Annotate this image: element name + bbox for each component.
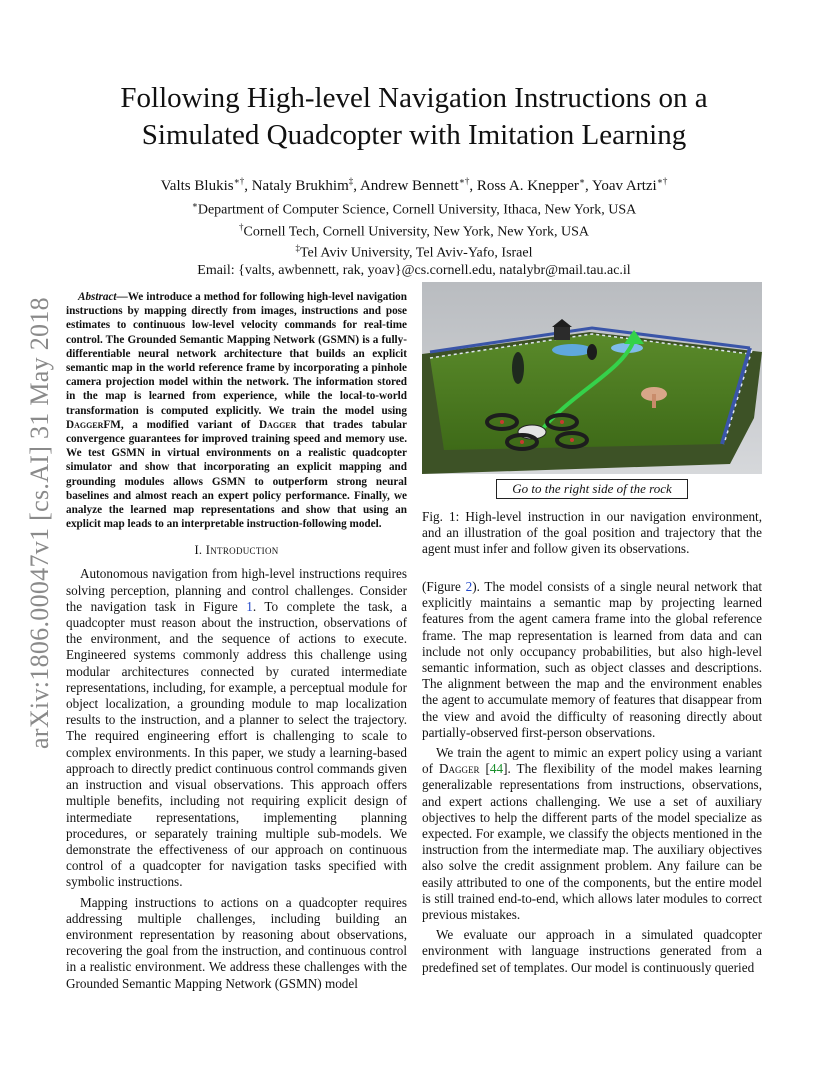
abstract-text: that trades tabular convergence guarantees for improved training speed and memory use. We test GSMN in virtual environments on a realistic quadcopter simulator and show that incorporating an explicit mapping and grounding modules allows GSMN to outperform strong neural baselines and almost reach an expert policy performance. Finally, we analyze the learned map representations and show that using an explicit map leads to an interpretable instruction-following model. [66,418,407,531]
author-name: Andrew Bennett [359,178,459,194]
title-line-2: Simulated Quadcopter with Imitation Learning [141,119,687,151]
abstract-dagger: Dagger [259,418,297,431]
instruction-box: Go to the right side of the rock [496,479,688,499]
author-email: Email: {valts, awbennett, rak, yoav}@cs.cornell.edu, natalybr@mail.tau.ac.il [197,262,631,278]
author-block [60,173,768,279]
author-name: Valts Blukis [160,178,234,194]
right-paragraph-3: We evaluate our approach in a simulated quadcopter environment with language instructions generated from a predefined set of templates. Our model is continuously queried [422,927,762,975]
paper-title [60,80,768,154]
section-name: Introduction [205,543,279,558]
author-name: Ross A. Knepper [476,178,579,194]
left-column [66,290,407,996]
paragraph-text: . The flexibility of the model makes learning generalizable representations from instructions, observations, and expert actions challenging. We use a set of auxiliary objectives to help the different parts of the model specialize as expected. For example, we classify the objects mentioned in the instruction from the intermediate map. The auxiliary objectives also solve the credit assignment problem. Any failure can be easily attributed to one of the components, but the entire model is still trained end-to-end, which allows later modules to correct previous mistakes. [422,761,762,923]
affiliation-2 [60,219,768,241]
affiliation-text: Tel Aviv University, Tel Aviv-Yafo, Israel [299,245,533,261]
abstract-daggerfm: DaggerFM [66,418,121,431]
pond [552,344,592,356]
affiliation-text: Cornell Tech, Cornell University, New York, New York, USA [243,224,589,240]
abstract-text: We introduce a method for following high-level navigation instructions by mapping directly from images, instructions and pose estimates to continuous low-level velocity commands for real-time control. The Grounded Semantic Mapping Network (GSMN) is a fully-differentiable neural network architecture that builds an explicit semantic map in the world reference frame by incorporating a pinhole camera projection model within the network. The information stored in the map is learned from experience, while the local-to-world transformation is computed explicitly. We train the model using [66,291,407,417]
figure-1 [422,282,762,558]
figure-link[interactable]: 1 [246,598,253,614]
affiliation-mark: † [238,221,244,232]
paragraph-text: (Figure [422,579,466,594]
abstract [66,290,407,531]
quadcopter-scene [422,282,762,474]
cite-bracket: ] [503,761,508,777]
paragraph-text: . To complete the task, a quadcopter must reason about the instruction, observations of the environment, and the sequence of actions to execute. Engineered systems commonly address this challenge using modular architectures connected by curated intermediate representations, including, for example, a perceptual module for object localization, a grounding module to map localization results to the instruction, and a planner to select the trajectory. The required engineering effort is challenging to scale to complex environments. In this paper, we study a learning-based approach to directly predict continuous control commands given an instruction and visual observations. This approach offers multiple benefits, including not requiring explicit design of intermediate representations, implementing planning procedures, or separately training multiple sub-models. We demonstrate the effectiveness of our approach on continuous control of a quadcopter for navigation tasks specified with symbolic instructions. [66,598,407,890]
affiliation-mark: ‡ [295,243,300,254]
tree-stump [587,344,597,360]
arxiv-stamp-text: arXiv:1806.00047v1 [cs.AI] 31 May 2018 [25,296,54,749]
author-mark: ‡ [348,176,354,186]
author-mark: ∗† [656,176,668,186]
author-name: Yoav Artzi [591,178,657,194]
right-column-body [422,579,762,980]
house [554,326,570,340]
intro-paragraph-2: Mapping instructions to actions on a quadcopter requires addressing multiple challenges, including building an environment representation by reasoning about observations, recovering the goal from the instruction, and continuous control in a realistic environment. We address these challenges with the Grounded Semantic Mapping Network (GSMN) model [66,894,407,991]
right-paragraph-1 [422,579,762,741]
dagger-term: Dagger [438,761,480,777]
paragraph-text: Autonomous navigation from high-level instructions requires solving perception, planning and control challenges. Consider the navigation task in Figure [66,566,407,614]
affiliation-1 [60,197,768,219]
paragraph-text: ). The model consists of a single neural network that explicitly maintains a semantic map by projecting learned features from the agent camera frame into the global reference frame. The map representation is learned from data and can include not only occupancy probabilities, but also high-level semantic information, such as object classes and descriptions. The alignment between the map and the environment enables the agent to accumulate memory of features that disappear from the view and avoid the difficulty of reasoning directly about partially-observed first-person observations. [422,579,762,740]
citation-link[interactable]: 44 [489,761,504,777]
author-mark: ∗† [233,176,245,186]
affiliation-text: Department of Computer Science, Cornell University, Ithaca, New York, USA [197,202,637,218]
affiliation-mark: ∗ [191,200,198,210]
abstract-lead: Abstract [78,291,117,303]
author-mark: ∗† [458,176,470,186]
section-heading [66,543,407,558]
figure-caption: Fig. 1: High-level instruction in our navigation environment, and an illustration of the goal position and trajectory that the agent must infer and follow given its observations. [422,509,762,557]
author-names: Valts Blukis∗†, Nataly Brukhim‡, Andrew Bennett∗†, Ross A. Knepper∗, Yoav Artzi∗† [160,176,668,194]
abstract-dash: — [116,291,128,303]
abstract-text: , a modified variant of [120,418,259,431]
cite-bracket: [ [479,761,490,777]
section-number: I. [194,543,203,558]
title-line-1: Following High-level Navigation Instructions on a [120,82,708,114]
right-paragraph-2 [422,745,762,923]
affiliation-3 [60,240,768,262]
arxiv-stamp [20,285,60,760]
rock [512,352,524,384]
author-mark: ∗ [578,176,586,186]
figure-link[interactable]: 2 [465,579,473,594]
paragraph-text: We train the agent to mimic an expert policy using a variant of [422,745,762,777]
figure-image [422,282,762,474]
intro-paragraph-1 [66,566,407,890]
mushroom-stem [652,394,656,408]
author-name: Nataly Brukhim [251,178,349,194]
